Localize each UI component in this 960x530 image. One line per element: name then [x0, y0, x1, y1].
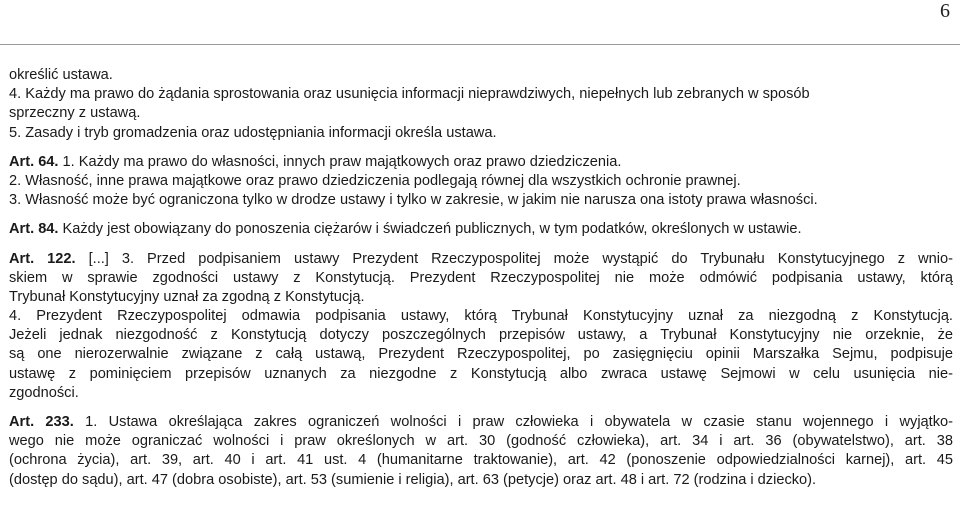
- paragraph-gap: [9, 143, 953, 153]
- line-text: 4. Każdy ma prawo do żądania sprostowania oraz usunięcia informacji nieprawdziwych, niepełnych lub zebranych w sposób: [9, 86, 810, 103]
- text-line: [9, 220, 953, 239]
- line-text: 1. Ustawa określająca zakres ograniczeń wolności i praw człowieka i obywatela w czasie stanu wojennego i wyjątko-: [73, 414, 954, 430]
- text-line: [9, 307, 953, 326]
- article-number: Art. 122.: [9, 250, 76, 267]
- line-text: są one nierozerwalnie związane z całą ustawą, Prezydent Rzeczypospolitej, po zasięgnięciu opinii Marszałka Sejmu, podpisuje: [9, 346, 953, 363]
- line-text: 2. Własność, inne prawa majątkowe oraz prawo dziedziczenia podlegają równej dla wszystkich ochronie prawnej.: [9, 172, 741, 189]
- header-rule: [0, 44, 960, 45]
- article-number: Art. 64.: [9, 153, 59, 170]
- text-line: [9, 269, 953, 288]
- line-text: określić ustawa.: [9, 67, 113, 83]
- text-line: [9, 384, 953, 403]
- paragraph: [9, 66, 953, 143]
- line-text: Jeżeli jednak niezgodność z Konstytucją dotyczy poszczególnych przepisów ustawy, a Trybunał Konstytucyjny nie orzeknie, że: [9, 327, 953, 344]
- text-line: [9, 326, 953, 345]
- line-text: 1. Każdy ma prawo do własności, innych praw majątkowych oraz prawo dziedziczenia.: [58, 153, 622, 170]
- line-text: (ochrona życia), art. 39, art. 40 i art. 41 ust. 4 (humanitarne traktowanie), art. 42 (ponoszenie odpowiedzialności karnej), art. 45: [9, 452, 953, 469]
- text-line: [9, 153, 953, 172]
- text-line: [9, 66, 953, 85]
- line-text: 4. Prezydent Rzeczypospolitej odmawia podpisania ustawy, którą Trybunał Konstytucyjny uznał za niezgodną z Konstytucją.: [9, 308, 953, 325]
- line-text: ustawę z pominięciem przepisów uznanych za niezgodne z Konstytucją albo zwraca ustawę Sejmowi w celu usunięcia nie-: [9, 365, 953, 382]
- line-text: (dostęp do sądu), art. 47 (dobra osobiste), art. 53 (sumienie i religia), art. 63 (petycje) oraz art. 48 i art. 72 (rodzina i dziecko).: [9, 471, 817, 488]
- document-body: [9, 66, 953, 490]
- text-line: [9, 250, 953, 269]
- line-text: [...] 3. Przed podpisaniem ustawy Prezydent Rzeczypospolitej może wystąpić do Trybunału Konstytucyjnego z wnio-: [75, 250, 953, 267]
- text-line: [9, 345, 953, 364]
- paragraph-gap: [9, 240, 953, 250]
- article-number: Art. 233.: [9, 414, 74, 430]
- text-line: [9, 451, 953, 470]
- line-text: Trybunał Konstytucyjny uznał za zgodną z Konstytucją.: [9, 288, 365, 305]
- paragraph: [9, 250, 953, 404]
- line-text: zgodności.: [9, 384, 79, 401]
- page-number: 6: [940, 0, 950, 22]
- text-line: [9, 432, 953, 451]
- article-number: Art. 84.: [9, 221, 59, 238]
- line-text: 5. Zasady i tryb gromadzenia oraz udostępniania informacji określa ustawa.: [9, 124, 497, 141]
- text-line: [9, 471, 953, 490]
- text-line: [9, 288, 953, 307]
- line-text: skiem w sprawie zgodności ustawy z Konstytucją. Prezydent Rzeczypospolitej nie może odmówić podpisania ustawy, którą: [9, 269, 953, 286]
- line-text: wego nie może ograniczać wolności i praw określonych w art. 30 (godność człowieka), art. 34 i art. 36 (obywatelstwo), art. 38: [9, 433, 953, 450]
- text-line: [9, 124, 953, 143]
- line-text: 3. Własność może być ograniczona tylko w drodze ustawy i tylko w zakresie, w jakim nie narusza ona istoty prawa własności.: [9, 192, 818, 209]
- text-line: [9, 191, 953, 210]
- text-line: [9, 85, 953, 104]
- paragraph-gap: [9, 403, 953, 413]
- line-text: Każdy jest obowiązany do ponoszenia ciężarów i świadczeń publicznych, w tym podatków, określonych w ustawie.: [58, 221, 802, 238]
- text-line: [9, 413, 953, 432]
- paragraph: [9, 220, 953, 239]
- paragraph: [9, 413, 953, 490]
- text-line: [9, 172, 953, 191]
- text-line: [9, 365, 953, 384]
- text-line: [9, 104, 953, 123]
- paragraph: [9, 153, 953, 211]
- line-text: sprzeczny z ustawą.: [9, 105, 141, 122]
- paragraph-gap: [9, 210, 953, 220]
